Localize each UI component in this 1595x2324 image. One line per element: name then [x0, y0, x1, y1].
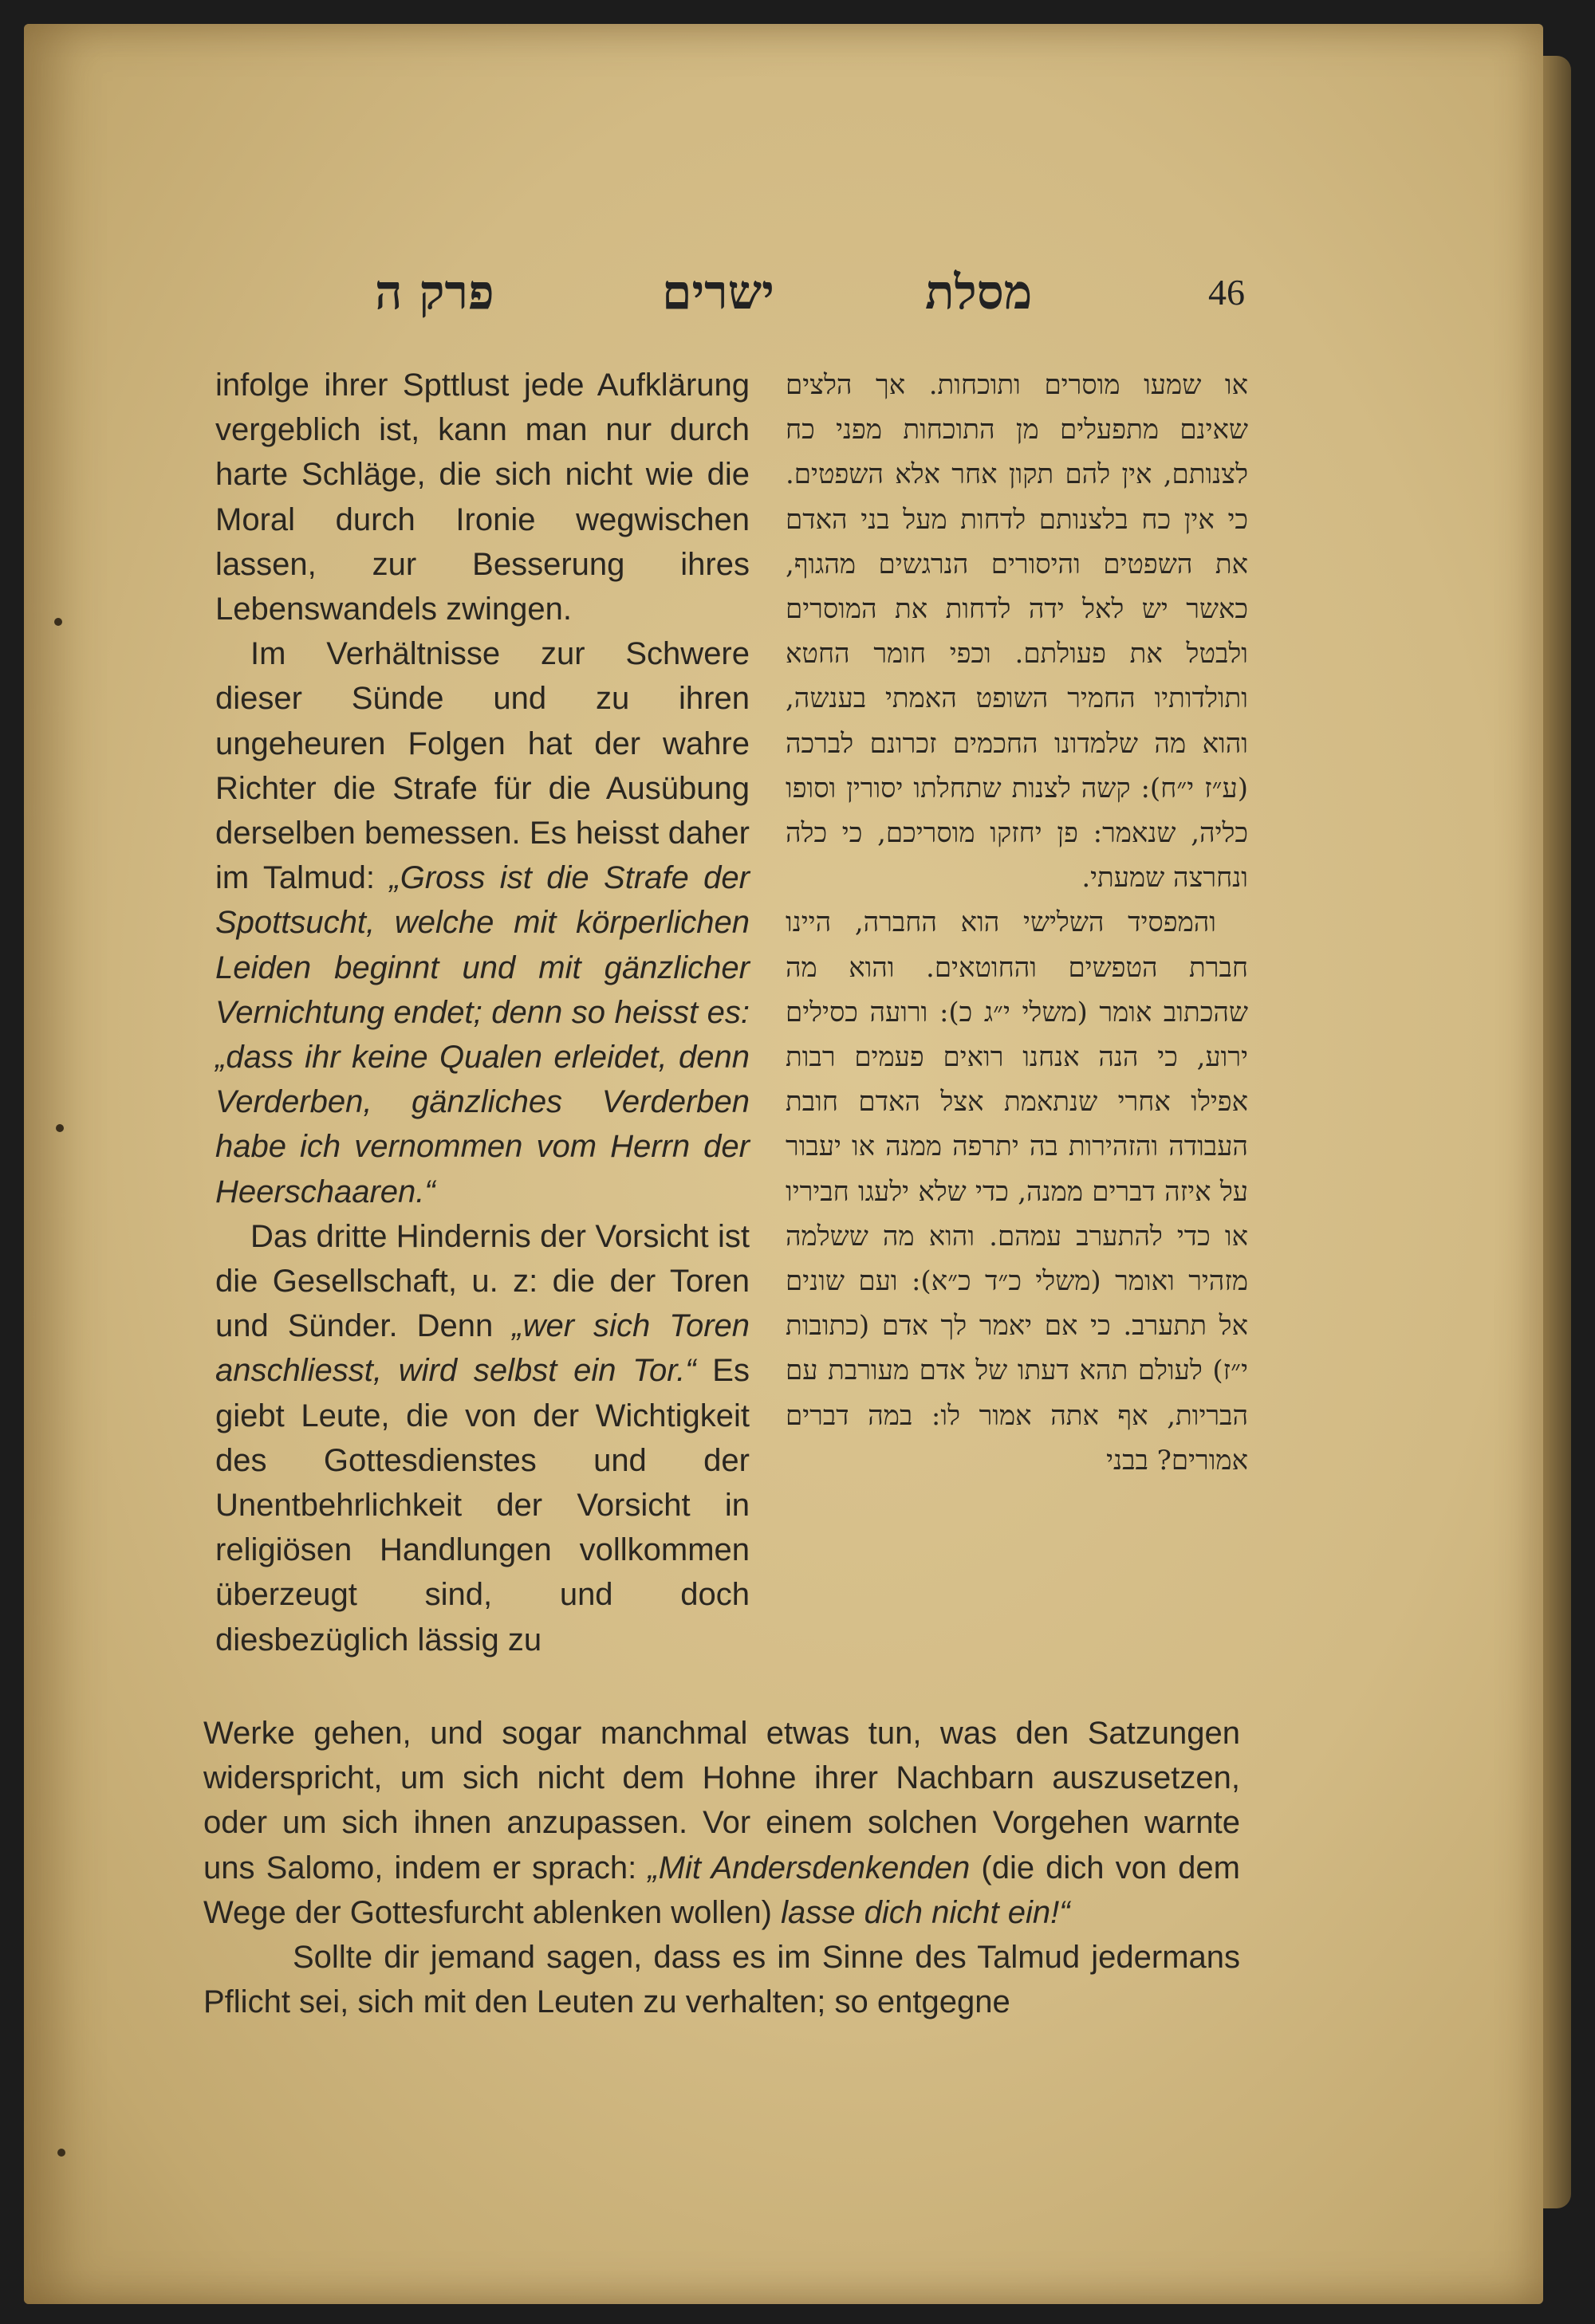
hebrew-column	[786, 363, 1248, 1483]
ink-speck	[57, 2149, 65, 2157]
salomo-quote-a: „Mit Andersdenkenden	[648, 1850, 971, 1886]
hebrew-paragraph-1: או שמעו מוסרים ותוכחות. אך הלצים שאינם מתפעלים מן התוכחות מפני כח לצנותם, אין להם תקון אחר אלא השפטים. כי אין כח בלצנותם לדחות מעל בני האדם את השפטים והיסורים הנרגשים מהגוף, כאשר יש לאל ידה לדחות את המוסרים ולבטל את פעולתם. וכפי חומר החטא ותולדותיו החמיר השופט האמתי בענשה, והוא מה שלמדונו החכמים זכרונם לברכה (ע״ז י״ח): קשה לצנות שתחלתו יסורין וסופו כליה, שנאמר: פן יחזקו מוסריכם, כי כלה ונחרצה שמעתי.	[786, 369, 1248, 895]
full-width-text	[203, 1711, 1240, 2024]
running-title-word-1: מסלת	[925, 265, 1033, 320]
running-title-word-2: ישרים	[662, 265, 774, 320]
wide-paragraph-2: Sollte dir jemand sagen, dass es im Sinne des Talmud jedermans Pflicht sei, sich mit den Leuten zu verhalten; so entgegne	[203, 1940, 1240, 2020]
german-paragraph-3	[215, 1214, 750, 1662]
wide-paragraph-1-text-a: Werke gehen, und sogar manchmal etwas tun, was den Satzungen widerspricht, um sich nicht dem Hohne ihrer Nachbarn auszusetzen, oder um sich ihnen anzupassen. Vor einem solchen Vorgehen warnte uns Salomo, indem er sprach:	[203, 1716, 1240, 1886]
wide-paragraph-1	[203, 1711, 1240, 1935]
hebrew-paragraph-2: והמפסיד השלישי הוא החברה, היינו חברת הטפשים והחוטאים. והוא מה שהכתוב אומר (משלי י״ג כ): ורועה כסילים ירוע, כי הנה אנחנו רואים פעמים רבות אפילו אחרי שנתאמת אצל האדם חובת העבודה והזהירות בה יתרפה ממנה או יעבור על איזה דברים ממנה, כדי שלא ילעגו חביריו או כדי להתערב עמהם. והוא מה ששלמה מזהיר ואומר (משלי כ״ד כ״א): ועם שונים אל תתערב. כי אם יאמר לך אדם (כתובות י״ז) לעולם תהא דעתו של אדם מעורבת עם הבריות, אף אתה אמור לו: במה דברים אמורים? בבני	[786, 906, 1248, 1477]
ink-speck	[54, 618, 62, 626]
wide-paragraph-1-text-b: (die dich von dem Wege der Gottesfurcht ablenken wollen)	[203, 1850, 1240, 1930]
page-header	[215, 265, 1252, 335]
page-number: 46	[1208, 272, 1245, 313]
chapter-label: פרק ה	[375, 265, 494, 320]
german-paragraph-2	[215, 631, 750, 1214]
german-paragraph-1: infolge ihrer Spttlust jede Aufklärung vergeblich ist, kann man nur durch harte Schläge, die sich nicht wie die Moral durch Ironie wegwischen lassen, zur Besserung ihres Lebenswandels zwingen.	[215, 368, 750, 627]
german-paragraph-3-text-b: Es giebt Leute, die von der Wichtigkeit des Gottesdienstes und der Unentbehrlichkeit der Vorsicht in religiösen Handlungen vollkommen überzeugt sind, und doch diesbezüglich lässig zu	[215, 1353, 750, 1657]
ink-speck	[56, 1124, 64, 1132]
german-paragraph-2-text: Im Verhältnisse zur Schwere dieser Sünde und zu ihren ungeheuren Folgen hat der wahre Richter die Strafe für die Ausübung derselben bemessen. Es heisst daher im Talmud:	[215, 636, 750, 896]
salomo-quote-b: lasse dich nicht ein!“	[781, 1894, 1070, 1930]
talmud-quote: „Gross ist die Strafe der Spottsucht, welche mit körperlichen Leiden beginnt und mit gänzlicher Vernichtung endet; denn so heisst es: „dass ihr keine Qualen erleidet, denn Verderben, gänzliches Verderben habe ich vernommen vom Herrn der Heerschaaren.“	[215, 860, 750, 1209]
proverb-quote: „wer sich Toren anschliesst, wird selbst ein Tor.“	[215, 1308, 750, 1389]
german-column	[215, 363, 750, 1662]
german-paragraph-3-text-a: Das dritte Hindernis der Vorsicht ist die Gesellschaft, u. z: die der Toren und Sünder. Denn	[215, 1218, 750, 1344]
